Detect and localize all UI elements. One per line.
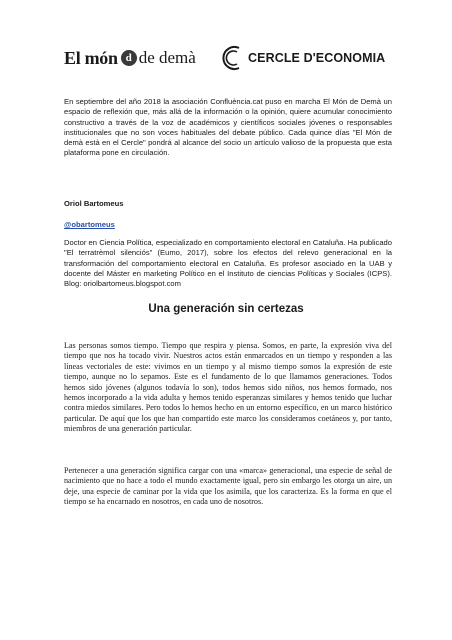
- author-name: Oriol Bartomeus: [64, 199, 124, 208]
- article-paragraph-1: Las personas somos tiempo. Tiempo que respira y piensa. Somos, en parte, la expresión viva del tiempo que nos ha tocado vivir. Nuestros actos están enmarcados en un tiempo y responden a las líneas vectoriales de este: vivimos en un tiempo y al mismo tiempo somos la expresión de este tiempo, aunque no lo sepamos. Este es el fundamento de lo que llamamos generaciones. Todos hemos sido jóvenes (algunos todavía lo son), todos hemos sido niños, nos hemos formado, nos hemos incorporado a la vida adulta y hemos tenido esperanzas similares y hemos tenido que luchar contra miedos similares. Pero todos lo hemos hecho en un entorno específico, en un marco histórico particular. De aquí que los que han compartido este marco los consideramos coetáneos y, por tanto, miembros de una generación particular.: [64, 341, 392, 434]
- el-mon-de-dema-logo: [64, 42, 196, 74]
- logo-circle-icon: d: [121, 50, 137, 66]
- logo-word-el-mon: El món: [64, 47, 118, 68]
- header-logos: [0, 40, 452, 80]
- author-twitter-link[interactable]: @obartomeus: [64, 220, 115, 229]
- logo-word-de-dema: de demà: [138, 48, 196, 67]
- intro-paragraph: En septiembre del año 2018 la asociación Confluència.cat puso en marcha El Món de Demà un espacio de reflexión que, más allá de la información o la opinión, quiere acumular conocimiento constructivo a través de la voz de académicos y científicos sociales jóvenes o responsables institucionales que no son voces habituales del debate público. Cada quince días "El Món de demà està en el Cercle" pondrá al alcance del socio un artículo valioso de la propuesta que esta plataforma pone en circulación.: [64, 97, 392, 158]
- author-bio: Doctor en Ciencia Política, especializado en comportamiento electoral en Cataluña. Ha publicado "El terratrèmol silenciós" (Eumo, 2017), sobre los efectos del relevo generacional en la transformación del comportamiento electoral en Cataluña. Es profesor asociado en la UAB y docente del Máster en marketing Político en el Instituto de ciencias Políticas y Sociales (ICPS). Blog: oriolbartomeus.blogspot.com: [64, 238, 392, 289]
- article-paragraph-2: Pertenecer a una generación significa cargar con una «marca» generacional, una especie de señal de nacimiento que no hace a todo el mundo exactamente igual, pero sin embargo les otorga un aire, un deje, una especie de caminar por la vida que los asimila, que los caracteriza. Es la forma en que el tiempo se ha encarnado en nosotros, en cada uno de nosotros.: [64, 466, 392, 507]
- article-title: Una generación sin certezas: [148, 303, 304, 315]
- cercle-economia-logo: [218, 40, 385, 76]
- cercle-c-icon: [218, 43, 244, 73]
- cercle-logo-text: CERCLE D'ECONOMIA: [248, 51, 386, 65]
